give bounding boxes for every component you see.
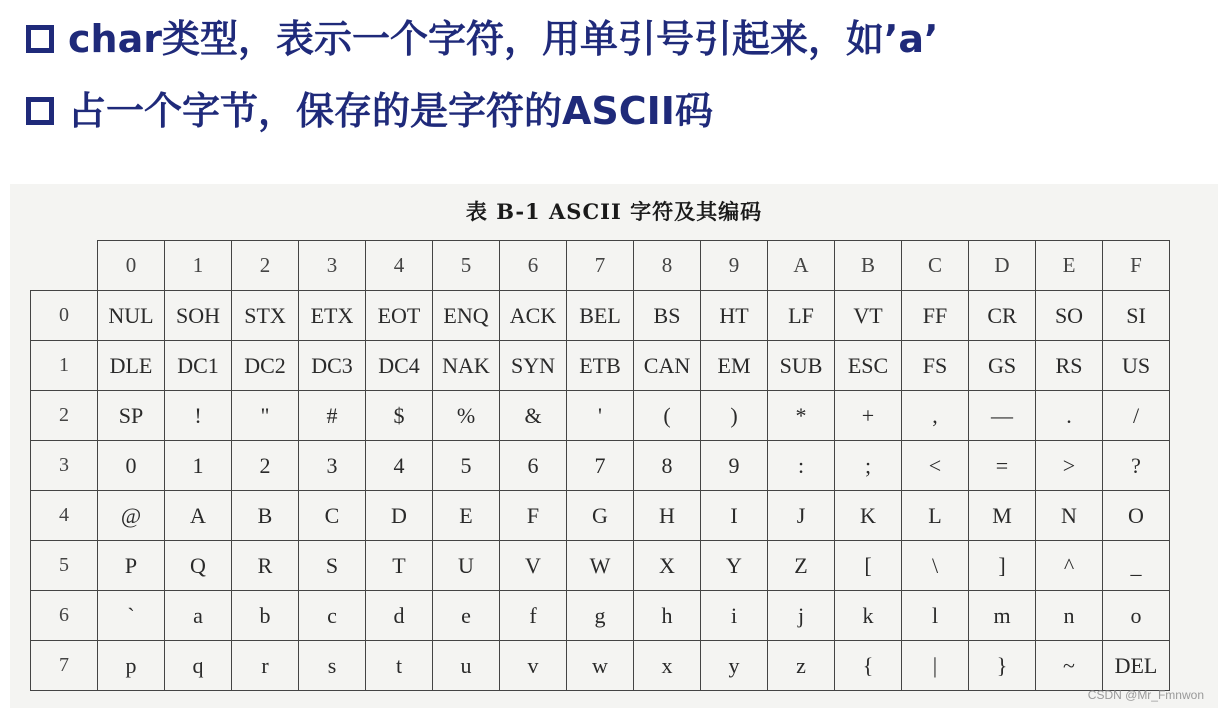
table-cell: DC3	[299, 341, 366, 391]
bullet-item-one-byte	[26, 82, 938, 140]
table-cell: NUL	[98, 291, 165, 341]
table-cell: DC1	[165, 341, 232, 391]
table-cell: \	[902, 541, 969, 591]
row-header: 1	[31, 341, 98, 391]
table-cell: g	[567, 591, 634, 641]
table-cell: O	[1103, 491, 1170, 541]
table-cell: EM	[701, 341, 768, 391]
table-cell: SI	[1103, 291, 1170, 341]
table-cell: t	[366, 641, 433, 691]
column-header: A	[768, 241, 835, 291]
table-cell: 9	[701, 441, 768, 491]
table-cell: 5	[433, 441, 500, 491]
table-row	[31, 441, 1170, 491]
table-cell: U	[433, 541, 500, 591]
table-cell: o	[1103, 591, 1170, 641]
table-cell: BEL	[567, 291, 634, 341]
table-cell: ;	[835, 441, 902, 491]
table-cell: `	[98, 591, 165, 641]
table-cell: CR	[969, 291, 1036, 341]
row-header: 4	[31, 491, 98, 541]
table-cell: CAN	[634, 341, 701, 391]
table-cell: |	[902, 641, 969, 691]
table-cell: DC2	[232, 341, 299, 391]
table-cell: 7	[567, 441, 634, 491]
table-row	[31, 291, 1170, 341]
table-cell: BS	[634, 291, 701, 341]
table-cell: DEL	[1103, 641, 1170, 691]
table-caption: 表 B-1 ASCII 字符及其编码	[465, 199, 763, 224]
table-cell: 1	[165, 441, 232, 491]
table-cell: L	[902, 491, 969, 541]
table-cell: "	[232, 391, 299, 441]
table-cell: J	[768, 491, 835, 541]
table-cell: u	[433, 641, 500, 691]
table-cell: A	[165, 491, 232, 541]
table-cell: z	[768, 641, 835, 691]
row-header: 2	[31, 391, 98, 441]
table-cell: =	[969, 441, 1036, 491]
column-header: C	[902, 241, 969, 291]
table-cell: VT	[835, 291, 902, 341]
table-cell: /	[1103, 391, 1170, 441]
table-cell: >	[1036, 441, 1103, 491]
row-header: 3	[31, 441, 98, 491]
table-row	[31, 341, 1170, 391]
column-header: 1	[165, 241, 232, 291]
table-cell: V	[500, 541, 567, 591]
table-cell: W	[567, 541, 634, 591]
table-cell: GS	[969, 341, 1036, 391]
bullet-list	[26, 10, 938, 154]
bullet-text: char类型，表示一个字符，用单引号引起来，如’a’	[68, 17, 939, 61]
table-cell: 4	[366, 441, 433, 491]
table-cell: SYN	[500, 341, 567, 391]
table-cell: NAK	[433, 341, 500, 391]
table-cell: <	[902, 441, 969, 491]
table-cell: I	[701, 491, 768, 541]
column-header: 0	[98, 241, 165, 291]
table-cell: ESC	[835, 341, 902, 391]
table-cell: ]	[969, 541, 1036, 591]
table-row	[31, 591, 1170, 641]
column-header: 7	[567, 241, 634, 291]
table-cell: K	[835, 491, 902, 541]
table-cell: r	[232, 641, 299, 691]
table-cell: DLE	[98, 341, 165, 391]
table-cell: q	[165, 641, 232, 691]
table-cell: )	[701, 391, 768, 441]
table-cell: d	[366, 591, 433, 641]
table-cell: E	[433, 491, 500, 541]
column-header: 4	[366, 241, 433, 291]
table-cell: DC4	[366, 341, 433, 391]
row-header: 5	[31, 541, 98, 591]
bullet-item-char-type	[26, 10, 938, 68]
table-cell: 0	[98, 441, 165, 491]
table-cell: _	[1103, 541, 1170, 591]
table-cell: R	[232, 541, 299, 591]
column-header: 3	[299, 241, 366, 291]
table-cell: G	[567, 491, 634, 541]
table-cell: ETB	[567, 341, 634, 391]
table-cell: 3	[299, 441, 366, 491]
table-cell: FS	[902, 341, 969, 391]
column-header: E	[1036, 241, 1103, 291]
table-cell: SUB	[768, 341, 835, 391]
column-header: F	[1103, 241, 1170, 291]
table-cell: j	[768, 591, 835, 641]
table-cell: S	[299, 541, 366, 591]
table-cell: %	[433, 391, 500, 441]
column-header: 9	[701, 241, 768, 291]
table-cell: D	[366, 491, 433, 541]
table-cell: :	[768, 441, 835, 491]
column-header: 6	[500, 241, 567, 291]
table-row	[31, 641, 1170, 691]
table-cell: $	[366, 391, 433, 441]
column-header: 2	[232, 241, 299, 291]
table-cell: +	[835, 391, 902, 441]
table-row	[31, 391, 1170, 441]
table-cell: 8	[634, 441, 701, 491]
table-cell: Y	[701, 541, 768, 591]
table-cell: ~	[1036, 641, 1103, 691]
column-header: 5	[433, 241, 500, 291]
table-cell: —	[969, 391, 1036, 441]
table-cell: y	[701, 641, 768, 691]
row-header: 0	[31, 291, 98, 341]
table-cell: ,	[902, 391, 969, 441]
table-cell: @	[98, 491, 165, 541]
table-row	[31, 491, 1170, 541]
row-header: 7	[31, 641, 98, 691]
table-cell: h	[634, 591, 701, 641]
table-cell: p	[98, 641, 165, 691]
table-cell: f	[500, 591, 567, 641]
table-cell: N	[1036, 491, 1103, 541]
table-cell: F	[500, 491, 567, 541]
column-header: 8	[634, 241, 701, 291]
table-cell: *	[768, 391, 835, 441]
table-cell: b	[232, 591, 299, 641]
table-cell: Q	[165, 541, 232, 591]
table-cell: ACK	[500, 291, 567, 341]
table-cell: LF	[768, 291, 835, 341]
table-cell: Z	[768, 541, 835, 591]
table-cell: x	[634, 641, 701, 691]
column-header: D	[969, 241, 1036, 291]
table-cell: v	[500, 641, 567, 691]
table-cell: 2	[232, 441, 299, 491]
table-cell: [	[835, 541, 902, 591]
table-cell: P	[98, 541, 165, 591]
table-cell: ^	[1036, 541, 1103, 591]
table-cell: SOH	[165, 291, 232, 341]
table-cell: {	[835, 641, 902, 691]
table-cell: s	[299, 641, 366, 691]
column-header: B	[835, 241, 902, 291]
table-cell: B	[232, 491, 299, 541]
table-cell: C	[299, 491, 366, 541]
table-row	[31, 541, 1170, 591]
table-cell: e	[433, 591, 500, 641]
table-cell: .	[1036, 391, 1103, 441]
table-cell: EOT	[366, 291, 433, 341]
table-cell: H	[634, 491, 701, 541]
table-cell: SP	[98, 391, 165, 441]
table-cell: (	[634, 391, 701, 441]
table-cell: i	[701, 591, 768, 641]
table-cell: X	[634, 541, 701, 591]
watermark: CSDN @Mr_Fmnwon	[1087, 688, 1204, 702]
table-cell: ETX	[299, 291, 366, 341]
table-cell: k	[835, 591, 902, 641]
table-cell: STX	[232, 291, 299, 341]
table-cell: HT	[701, 291, 768, 341]
table-cell: ?	[1103, 441, 1170, 491]
bullet-text: 占一个字节，保存的是字符的ASCII码	[68, 89, 713, 133]
square-bullet-icon	[26, 25, 54, 53]
table-cell: n	[1036, 591, 1103, 641]
table-cell: w	[567, 641, 634, 691]
table-cell: !	[165, 391, 232, 441]
table-cell: 6	[500, 441, 567, 491]
table-cell: m	[969, 591, 1036, 641]
table-cell: c	[299, 591, 366, 641]
ascii-table-scan	[10, 184, 1218, 708]
row-header: 6	[31, 591, 98, 641]
table-cell: M	[969, 491, 1036, 541]
table-cell: a	[165, 591, 232, 641]
table-cell: SO	[1036, 291, 1103, 341]
table-cell: FF	[902, 291, 969, 341]
table-cell: }	[969, 641, 1036, 691]
corner-cell	[31, 241, 98, 291]
table-cell: US	[1103, 341, 1170, 391]
table-cell: RS	[1036, 341, 1103, 391]
table-cell: l	[902, 591, 969, 641]
square-bullet-icon	[26, 97, 54, 125]
ascii-table	[30, 240, 1170, 691]
table-cell: ENQ	[433, 291, 500, 341]
column-header-row	[31, 241, 1170, 291]
table-cell: #	[299, 391, 366, 441]
table-cell: T	[366, 541, 433, 591]
table-cell: '	[567, 391, 634, 441]
table-cell: &	[500, 391, 567, 441]
